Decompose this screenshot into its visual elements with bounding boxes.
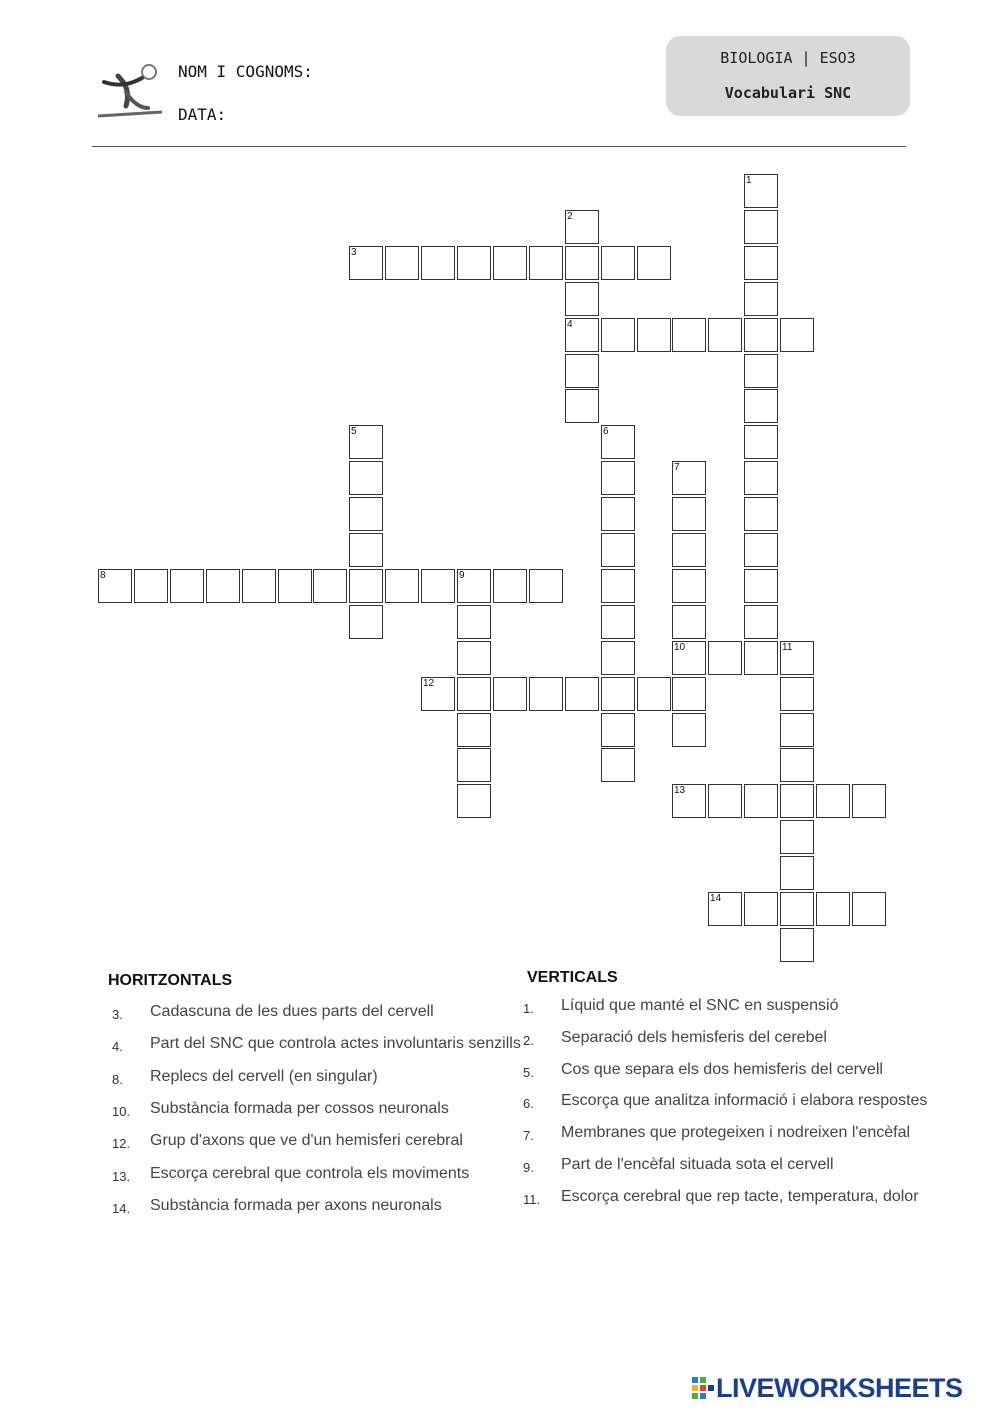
crossword-cell[interactable] bbox=[780, 713, 814, 747]
clue-number: 12. bbox=[112, 1136, 131, 1152]
crossword-cell[interactable] bbox=[206, 569, 240, 603]
crossword-cell[interactable] bbox=[637, 246, 671, 280]
crossword-cell[interactable] bbox=[780, 748, 814, 782]
clue-text: Líquid que manté el SNC en suspensió bbox=[561, 997, 839, 1014]
crossword-cell[interactable] bbox=[744, 425, 778, 459]
crossword-cell[interactable] bbox=[457, 748, 491, 782]
crossword-cell[interactable] bbox=[565, 389, 599, 423]
crossword-cell[interactable] bbox=[529, 677, 563, 711]
clue-number-2: 2 bbox=[567, 211, 573, 222]
crossword-cell[interactable] bbox=[601, 461, 635, 495]
vertical-clue bbox=[523, 997, 933, 1021]
crossword-cell[interactable] bbox=[780, 318, 814, 352]
clue-number-10: 10 bbox=[674, 642, 686, 653]
crossword-cell[interactable] bbox=[278, 569, 312, 603]
clue-number: 11. bbox=[523, 1191, 541, 1207]
clue-text: Replecs del cervell (en singular) bbox=[150, 1067, 378, 1085]
clue-number-6: 6 bbox=[603, 426, 609, 437]
clue-text: Part de l'encèfal situada sota el cervell bbox=[561, 1156, 834, 1173]
crossword-cell[interactable] bbox=[672, 605, 706, 639]
crossword-cell[interactable] bbox=[708, 641, 742, 675]
date-label: DATA: bbox=[178, 105, 227, 124]
crossword-cell[interactable] bbox=[601, 677, 635, 711]
crossword-cell[interactable] bbox=[780, 892, 814, 926]
crossword-cell[interactable] bbox=[457, 605, 491, 639]
crossword-cell[interactable] bbox=[529, 246, 563, 280]
horizontals-title: HORITZONTALS bbox=[108, 972, 233, 989]
crossword-cell[interactable] bbox=[457, 784, 491, 818]
clue-text: Membranes que protegeixen i nodreixen l'encèfal bbox=[561, 1124, 911, 1142]
clue-text: Escorça cerebral que rep tacte, temperatura, dolor bbox=[561, 1187, 919, 1205]
horizontal-clue bbox=[112, 1068, 522, 1092]
crossword-cell[interactable] bbox=[349, 497, 383, 531]
crossword-cell[interactable] bbox=[780, 677, 814, 711]
crossword-cell[interactable] bbox=[780, 784, 814, 818]
crossword-cell[interactable] bbox=[565, 282, 599, 316]
crossword-cell[interactable] bbox=[601, 713, 635, 747]
clue-number: 4. bbox=[112, 1039, 123, 1055]
vertical-clue bbox=[523, 1092, 933, 1116]
crossword-cell[interactable] bbox=[385, 246, 419, 280]
crossword-cell[interactable] bbox=[744, 210, 778, 244]
crossword-cell[interactable] bbox=[744, 892, 778, 926]
clue-number-11: 11 bbox=[782, 642, 793, 653]
crossword-cell[interactable] bbox=[744, 641, 778, 675]
crossword-cell[interactable] bbox=[457, 677, 491, 711]
crossword-cell[interactable] bbox=[637, 677, 671, 711]
clue-number-3: 3 bbox=[351, 247, 357, 258]
crossword-cell[interactable] bbox=[744, 533, 778, 567]
subject-text: BIOLOGIA | ESO3 bbox=[720, 49, 856, 67]
crossword-cell[interactable] bbox=[672, 569, 706, 603]
name-label: NOM I COGNOMS: bbox=[178, 62, 313, 81]
crossword-cell[interactable] bbox=[672, 533, 706, 567]
crossword-cell[interactable] bbox=[601, 605, 635, 639]
crossword-cell[interactable] bbox=[421, 246, 455, 280]
crossword-cell[interactable] bbox=[744, 246, 778, 280]
crossword-cell[interactable] bbox=[744, 461, 778, 495]
clue-number-13: 13 bbox=[674, 785, 686, 796]
vertical-clue bbox=[523, 1029, 933, 1053]
crossword-cell[interactable] bbox=[601, 569, 635, 603]
crossword-cell[interactable] bbox=[601, 748, 635, 782]
clue-text: Cadascuna de les dues parts del cervell bbox=[150, 1003, 434, 1020]
clue-number-14: 14 bbox=[710, 893, 722, 904]
crossword-cell[interactable] bbox=[493, 569, 527, 603]
liveworksheets-logo-icon bbox=[692, 1377, 714, 1399]
crossword-cell[interactable] bbox=[601, 533, 635, 567]
crossword-cell[interactable] bbox=[349, 533, 383, 567]
clue-number: 3. bbox=[112, 1007, 123, 1022]
vertical-clue bbox=[523, 1156, 933, 1180]
verticals-title: VERTICALS bbox=[527, 969, 618, 986]
clue-number: 1. bbox=[523, 1001, 534, 1016]
clue-number: 14. bbox=[112, 1200, 131, 1216]
clue-number: 5. bbox=[523, 1064, 534, 1080]
horizontal-clue bbox=[112, 1132, 522, 1156]
crossword-cell[interactable] bbox=[708, 784, 742, 818]
horizontal-clue bbox=[112, 1165, 522, 1189]
brand-text: LIVEWORKSHEETS bbox=[716, 1373, 963, 1403]
clue-number-4: 4 bbox=[567, 319, 573, 330]
crossword-cell[interactable] bbox=[242, 569, 276, 603]
horizontal-clue bbox=[112, 1035, 522, 1059]
crossword-cell[interactable] bbox=[744, 497, 778, 531]
clue-number: 8. bbox=[112, 1071, 123, 1087]
crossword-cell[interactable] bbox=[529, 569, 563, 603]
clue-number: 6. bbox=[523, 1096, 534, 1112]
clue-text: Part del SNC que controla actes involuntaris senzills bbox=[150, 1035, 521, 1053]
crossword-cell[interactable] bbox=[744, 389, 778, 423]
crossword-cell[interactable] bbox=[744, 354, 778, 388]
crossword-cell[interactable] bbox=[565, 677, 599, 711]
clue-number-12: 12 bbox=[423, 678, 435, 689]
horizontal-clue bbox=[112, 1197, 522, 1221]
clue-text: Grup d'axons que ve d'un hemisferi cerebral bbox=[150, 1132, 463, 1150]
crossword-cell[interactable] bbox=[601, 318, 635, 352]
clue-text: Escorça cerebral que controla els moviments bbox=[150, 1164, 470, 1182]
clue-number-7: 7 bbox=[674, 462, 680, 473]
crossword-cell[interactable] bbox=[349, 569, 383, 603]
crossword-cell[interactable] bbox=[744, 784, 778, 818]
vertical-clue bbox=[523, 1061, 933, 1085]
crossword-cell[interactable] bbox=[780, 928, 814, 962]
crossword-cell[interactable] bbox=[565, 354, 599, 388]
crossword-cell[interactable] bbox=[493, 677, 527, 711]
crossword-cell[interactable] bbox=[457, 641, 491, 675]
crossword-cell[interactable] bbox=[601, 641, 635, 675]
crossword-cell[interactable] bbox=[565, 246, 599, 280]
crossword-cell[interactable] bbox=[852, 892, 886, 926]
crossword-cell[interactable] bbox=[601, 497, 635, 531]
crossword-cell[interactable] bbox=[780, 856, 814, 890]
crossword-cell[interactable] bbox=[708, 318, 742, 352]
crossword-cell[interactable] bbox=[744, 318, 778, 352]
crossword-cell[interactable] bbox=[349, 605, 383, 639]
clue-number-1: 1 bbox=[746, 175, 752, 186]
crossword-cell[interactable] bbox=[816, 784, 850, 818]
crossword-cell[interactable] bbox=[744, 569, 778, 603]
crossword-cell[interactable] bbox=[313, 569, 347, 603]
clue-number: 2. bbox=[523, 1032, 534, 1048]
crossword-cell[interactable] bbox=[385, 569, 419, 603]
crossword-cell[interactable] bbox=[457, 713, 491, 747]
clue-number-5: 5 bbox=[351, 426, 357, 437]
clue-number: 7. bbox=[523, 1128, 534, 1144]
clue-number-9: 9 bbox=[459, 570, 465, 581]
crossword-cell[interactable] bbox=[852, 784, 886, 818]
clue-number: 9. bbox=[523, 1160, 534, 1175]
crossword-cell[interactable] bbox=[816, 892, 850, 926]
crossword-cell[interactable] bbox=[170, 569, 204, 603]
crossword-cell[interactable] bbox=[493, 246, 527, 280]
clue-number-8: 8 bbox=[100, 570, 106, 581]
clue-number: 13. bbox=[112, 1168, 131, 1184]
crossword-cell[interactable] bbox=[457, 246, 491, 280]
crossword-cell[interactable] bbox=[349, 461, 383, 495]
topic-text: Vocabulari SNC bbox=[724, 84, 852, 102]
vertical-clue bbox=[523, 1188, 933, 1212]
crossword-cell[interactable] bbox=[637, 318, 671, 352]
crossword-cell[interactable] bbox=[421, 569, 455, 603]
crossword-cell[interactable] bbox=[744, 282, 778, 316]
horizontal-clue bbox=[112, 1003, 522, 1027]
crossword-cell[interactable] bbox=[601, 246, 635, 280]
crossword-cell[interactable] bbox=[672, 713, 706, 747]
crossword-cell[interactable] bbox=[672, 677, 706, 711]
clue-number: 10. bbox=[112, 1103, 131, 1119]
crossword-cell[interactable] bbox=[744, 605, 778, 639]
clue-text: Separació dels hemisferis del cerebel bbox=[561, 1028, 827, 1046]
clue-text: Substància formada per axons neuronals bbox=[150, 1196, 442, 1214]
clue-text: Substància formada per cossos neuronals bbox=[150, 1099, 449, 1117]
clue-text: Escorça que analitza informació i elabora respostes bbox=[561, 1092, 928, 1110]
clue-text: Cos que separa els dos hemisferis del cervell bbox=[561, 1060, 883, 1078]
vertical-clue bbox=[523, 1124, 933, 1148]
crossword-cell[interactable] bbox=[672, 318, 706, 352]
crossword-cell[interactable] bbox=[672, 497, 706, 531]
horizontal-clue bbox=[112, 1100, 522, 1124]
crossword-cell[interactable] bbox=[780, 820, 814, 854]
crossword-cell[interactable] bbox=[134, 569, 168, 603]
